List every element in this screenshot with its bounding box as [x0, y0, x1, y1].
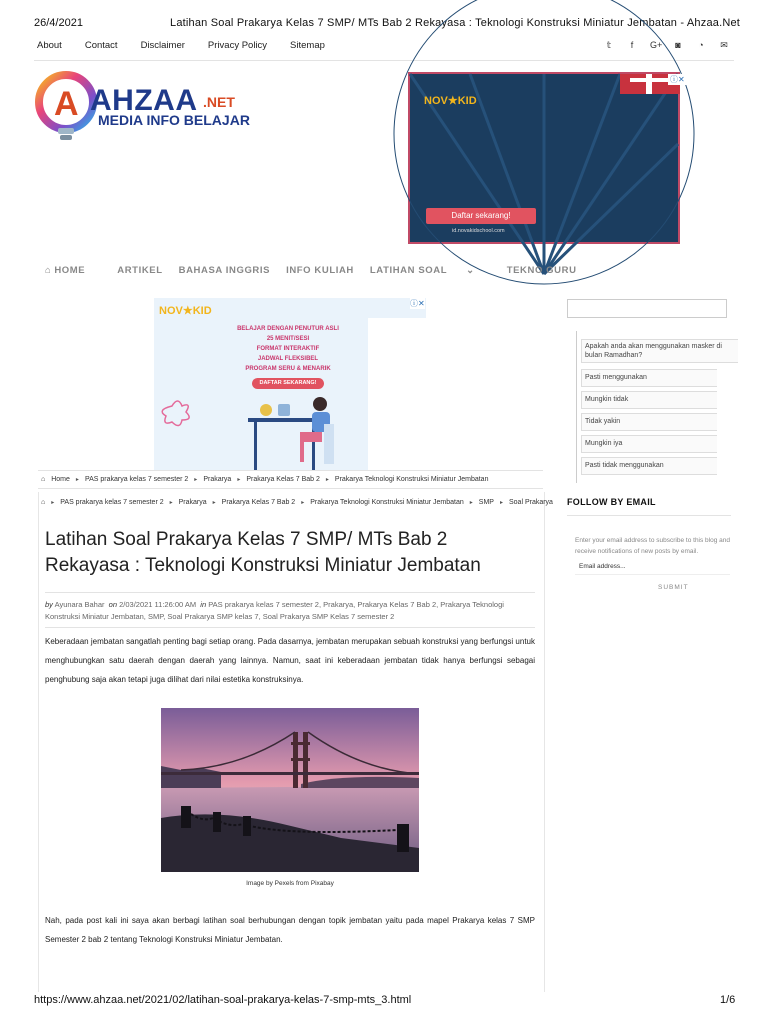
- instagram-icon[interactable]: ◙: [675, 40, 681, 50]
- meta-by-label: by: [45, 600, 53, 609]
- ad-url: id.novakidschool.com: [452, 228, 505, 234]
- top-nav-privacy-policy[interactable]: Privacy Policy: [207, 40, 268, 51]
- label-link[interactable]: Soal Prakarya: [508, 499, 553, 506]
- poll-option[interactable]: Mungkin iya: [581, 435, 717, 453]
- social-links: [604, 40, 729, 51]
- post-paragraph-2: Nah, pada post kali ini saya akan berbagi latihan soal berhubungan dengan topik jembatan yaitu pada mapel Prakarya kelas 7 SMP Semester 2 bab 2 tentang Teknologi Konstruksi Miniatur Jembatan.: [45, 916, 535, 944]
- ad-mid-brand: NOV★KID: [159, 305, 212, 317]
- ad-mid-copy: [228, 324, 348, 374]
- twitter-icon[interactable]: 𝕥: [606, 40, 612, 50]
- logo-tld: .NET: [203, 94, 235, 110]
- logo-brand: AHZAA: [90, 84, 198, 117]
- meta-bottom-divider: [45, 627, 535, 628]
- label-link[interactable]: PAS prakarya kelas 7 semester 2: [60, 499, 164, 506]
- rss-icon[interactable]: ◔: [698, 40, 704, 50]
- top-nav-about[interactable]: About: [37, 40, 62, 51]
- follow-divider: [567, 515, 731, 516]
- breadcrumb-separator-icon: ▸: [51, 500, 55, 506]
- meta-in-label: in: [200, 600, 207, 609]
- post-labels-breadcrumb: [41, 499, 553, 506]
- breadcrumb-separator-icon: ▸: [194, 477, 198, 483]
- print-title: Latihan Soal Prakarya Kelas 7 SMP/ MTs Bab 2 Rekayasa : Teknologi Konstruksi Miniatur Jembatan - Ahzaa.Net: [170, 17, 741, 29]
- main-nav-tekno-guru[interactable]: TEKNO GURU: [506, 265, 577, 276]
- ad-mid-line: PROGRAM SERU & MENARIK: [245, 366, 331, 372]
- ad-mid-choices-icon[interactable]: ⓘ✕: [410, 299, 425, 308]
- breadcrumb-separator-icon: ▸: [237, 477, 241, 483]
- label-link[interactable]: Prakarya Teknologi Konstruksi Miniatur Jembatan: [310, 499, 464, 506]
- breadcrumb-item[interactable]: Prakarya: [203, 476, 232, 483]
- poll-option[interactable]: Pasti tidak menggunakan: [581, 457, 717, 475]
- ad-mid-blank-panel: [368, 318, 426, 470]
- submit-button[interactable]: SUBMIT: [658, 584, 689, 591]
- breadcrumb-separator-icon: ▸: [301, 500, 305, 506]
- breadcrumb-separator-icon: ▸: [75, 477, 79, 483]
- breadcrumb-item[interactable]: Prakarya Teknologi Konstruksi Miniatur Jembatan: [334, 476, 489, 483]
- ad-mid-line: BELAJAR DENGAN PENUTUR ASLI: [237, 326, 339, 332]
- logo-tagline: MEDIA INFO BELAJAR: [98, 112, 250, 128]
- google-plus-icon[interactable]: G+: [650, 40, 663, 50]
- poll-option[interactable]: Mungkin tidak: [581, 391, 717, 409]
- post-meta: [45, 599, 535, 623]
- print-date: 26/4/2021: [34, 17, 83, 29]
- home-icon: ⌂: [41, 476, 46, 483]
- meta-on-label: on: [108, 600, 118, 609]
- main-nav-bahasa-inggris[interactable]: BAHASA INGGRIS: [178, 265, 271, 276]
- sidebar-search-input[interactable]: [567, 299, 727, 318]
- main-nav: [45, 265, 593, 276]
- ad-cta-button[interactable]: Daftar sekarang!: [426, 208, 536, 224]
- ad-mid-cta-button[interactable]: DAFTAR SEKARANG!: [252, 378, 324, 389]
- main-nav-latihan-soal[interactable]: LATIHAN SOAL ⌄: [369, 265, 475, 276]
- email-field-underline: [575, 574, 730, 575]
- breadcrumb-item[interactable]: PAS prakarya kelas 7 semester 2: [84, 476, 189, 483]
- main-nav-info-kuliah[interactable]: INFO KULIAH: [286, 265, 354, 276]
- home-icon: ⌂: [45, 265, 52, 276]
- image-caption: Image by Pexels from Pixabay: [246, 880, 334, 887]
- follow-by-email-description: Enter your email address to subscribe to this blog and receive notifications of new posts by email.: [575, 537, 731, 555]
- breadcrumb-separator-icon: ▸: [169, 500, 173, 506]
- label-link[interactable]: SMP: [478, 499, 494, 506]
- main-nav-artikel[interactable]: ARTIKEL: [117, 265, 163, 276]
- main-nav-home[interactable]: ⌂ HOME: [45, 265, 86, 276]
- breadcrumb-home[interactable]: Home: [51, 476, 70, 483]
- follow-by-email-title: FOLLOW BY EMAIL: [567, 497, 656, 507]
- breadcrumb: [41, 476, 494, 483]
- post-title: Latihan Soal Prakarya Kelas 7 SMP/ MTs Bab 2 Rekayasa : Teknologi Konstruksi Miniatur Jembatan: [45, 529, 481, 576]
- breadcrumb-separator-icon: ▸: [212, 500, 216, 506]
- print-page-number: 1/6: [720, 994, 736, 1006]
- post-datetime: 2/03/2021 11:26:00 AM: [119, 600, 197, 609]
- poll-question: Apakah anda akan menggunakan masker di bulan Ramadhan?: [581, 339, 738, 363]
- envelope-icon[interactable]: ✉: [720, 40, 728, 50]
- home-icon: ⌂: [41, 499, 46, 506]
- post-labels[interactable]: PAS prakarya kelas 7 semester 2, Prakarya, Prakarya Kelas 7 Bab 2, Prakarya Teknologi Konstruksi Miniatur Jembatan, SMP, Soal Prakarya SMP kelas 7, Soal Prakarya SMP Kelas 7 semester 2: [45, 600, 504, 621]
- breadcrumb-separator-icon: ▸: [325, 477, 329, 483]
- ad-mid-line: FORMAT INTERAKTIF: [256, 346, 320, 352]
- print-url: https://www.ahzaa.net/2021/02/latihan-soal-prakarya-kelas-7-smp-mts_3.html: [34, 994, 412, 1006]
- ad-mid-line: 25 MENIT/SESI: [266, 336, 310, 342]
- top-nav-disclaimer[interactable]: Disclaimer: [140, 40, 185, 51]
- top-nav-contact[interactable]: Contact: [84, 40, 118, 51]
- ad-brand: NOV★KID: [424, 95, 477, 107]
- label-link[interactable]: Prakarya Kelas 7 Bab 2: [221, 499, 296, 506]
- chevron-down-icon: ⌄: [466, 265, 475, 276]
- top-nav-sitemap[interactable]: Sitemap: [290, 40, 325, 51]
- bridge-photo: [161, 708, 419, 872]
- breadcrumb-separator-icon: ▸: [469, 500, 473, 506]
- poll-option[interactable]: Tidak yakin: [581, 413, 717, 431]
- breadcrumb-separator-icon: ▸: [499, 500, 503, 506]
- advertisement-top[interactable]: [408, 72, 685, 244]
- meta-top-divider: [45, 592, 535, 593]
- breadcrumb-top-divider: [38, 470, 543, 471]
- ad-choices-icon[interactable]: ⓘ✕: [670, 75, 685, 84]
- top-nav: [37, 40, 348, 51]
- poll-option[interactable]: Pasti menggunakan: [581, 369, 717, 387]
- breadcrumb-item[interactable]: Prakarya Kelas 7 Bab 2: [246, 476, 320, 483]
- header-divider: [34, 60, 734, 61]
- email-field[interactable]: Email address...: [579, 563, 626, 570]
- poll-widget: [576, 331, 722, 483]
- label-link[interactable]: Prakarya: [178, 499, 207, 506]
- post-paragraph-1: Keberadaan jembatan sangatlah penting bagi setiap orang. Pada dasarnya, jembatan merupakan sebuah konstruksi yang berfungsi untuk menghubungkan satu daerah dengan daerah yang lainnya. Namun, saat ini keberadaan jembatan tidak hanya berfungsi sebagai penghubung saja akan tetapi juga dilihat dari nilai estetika konstruksinya.: [45, 637, 535, 684]
- poll-options: [581, 369, 717, 479]
- ad-mid-line: JADWAL FLEKSIBEL: [257, 356, 319, 362]
- breadcrumb-bottom-divider: [38, 488, 543, 489]
- post-author[interactable]: Ayunara Bahar: [54, 600, 105, 609]
- svg-text:A: A: [54, 85, 79, 123]
- facebook-icon[interactable]: f: [630, 40, 634, 50]
